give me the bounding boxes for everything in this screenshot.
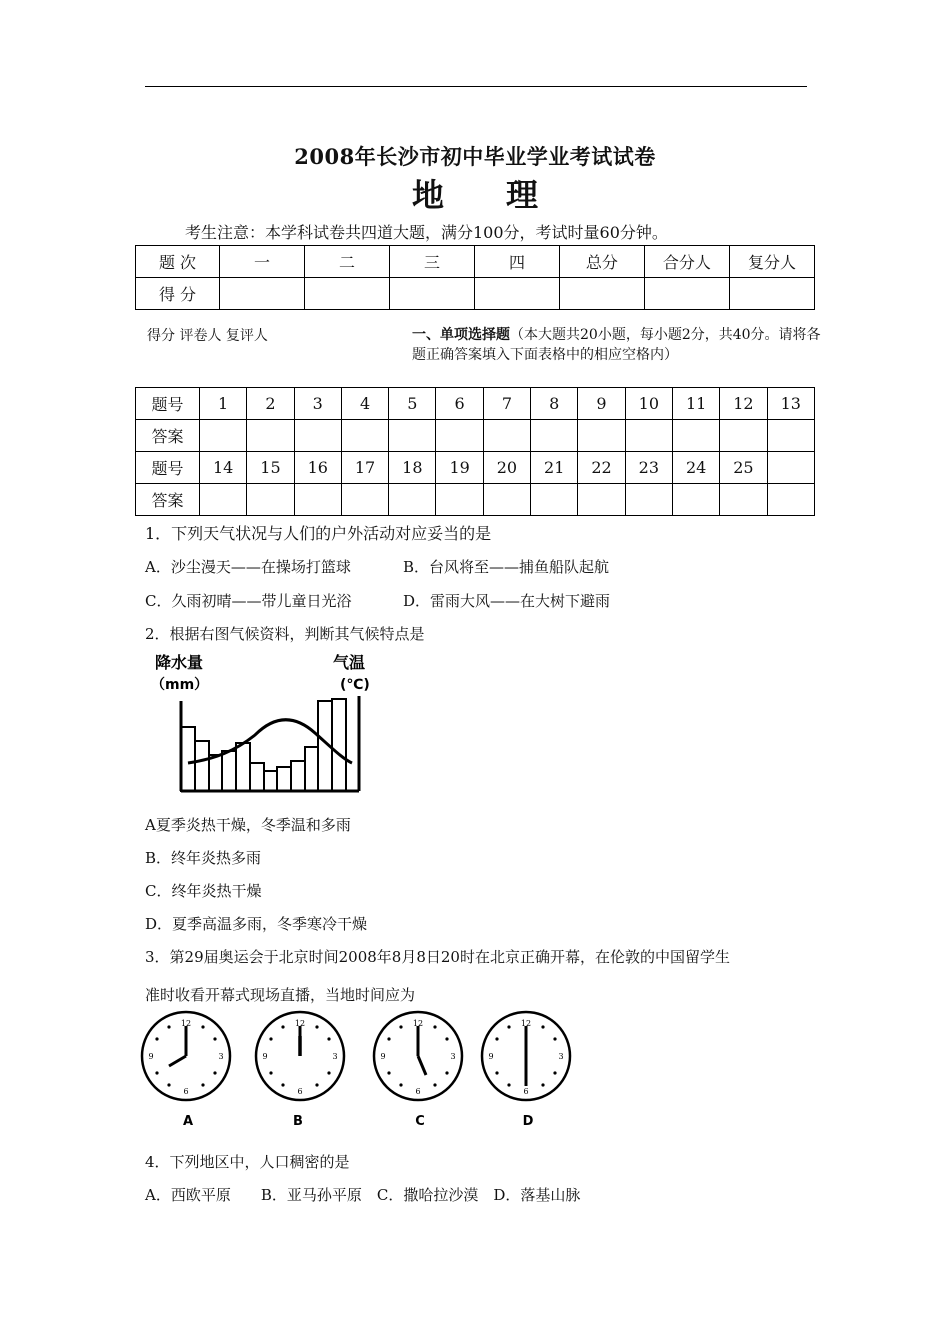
question-number: 13 <box>767 388 814 420</box>
score-cell: 二 <box>304 246 389 278</box>
answer-cell[interactable] <box>341 484 388 516</box>
clock-c[interactable] <box>374 1012 462 1100</box>
q2-option-b: B．终年炎热多雨 <box>145 849 262 867</box>
answer-cell[interactable] <box>531 420 578 452</box>
score-input-cell[interactable] <box>220 278 305 310</box>
clock-numeral: 9 <box>148 1052 154 1061</box>
answer-cell[interactable] <box>767 484 814 516</box>
clock-numeral: 6 <box>415 1087 421 1096</box>
score-input-cell[interactable] <box>729 278 814 310</box>
question-number: 14 <box>200 452 247 484</box>
clock-options <box>138 1008 588 1133</box>
question-number: 5 <box>389 388 436 420</box>
question-number: 8 <box>531 388 578 420</box>
score-cell: 合分人 <box>644 246 729 278</box>
precip-bar <box>195 741 209 791</box>
question-number: 20 <box>483 452 530 484</box>
answer-number-row <box>136 388 815 420</box>
q3-stem-line2: 准时收看开幕式现场直播，当地时间应为 <box>145 986 416 1004</box>
exam-notice: 考生注意：本学科试卷共四道大题，满分100分，考试时量60分钟。 <box>185 223 668 242</box>
chart-right-unit: (℃) <box>340 677 370 693</box>
question-number: 22 <box>578 452 625 484</box>
answer-cell[interactable] <box>767 420 814 452</box>
score-cell: 三 <box>389 246 474 278</box>
q2-option-c: C．终年炎热干燥 <box>145 882 262 900</box>
precip-bar <box>305 747 318 791</box>
section1-instructions: （本大题共20小题，每小题2分，共40分。请将各题正确答案填入下面表格中的相应空格内） <box>412 327 821 363</box>
clock-numeral: 6 <box>297 1087 303 1096</box>
chart-right-label: 气温 <box>333 653 366 672</box>
precip-bar <box>209 755 222 791</box>
q1-option-a: A．沙尘漫天——在操场打篮球 <box>145 558 351 576</box>
answer-cell[interactable] <box>578 420 625 452</box>
answer-cell[interactable] <box>294 420 341 452</box>
question-number: 19 <box>436 452 483 484</box>
score-header-row <box>136 246 815 278</box>
clock-b[interactable] <box>256 1012 344 1100</box>
answer-blank-row <box>136 484 815 516</box>
answer-row-label: 答案 <box>136 484 200 516</box>
question-number: 7 <box>483 388 530 420</box>
score-input-cell[interactable] <box>559 278 644 310</box>
clock-a[interactable] <box>142 1012 230 1100</box>
exam-title: 2008年长沙市初中毕业学业考试试卷 <box>294 144 656 169</box>
q4-stem: 4．下列地区中，人口稠密的是 <box>145 1153 350 1171</box>
grader-line: 得分 评卷人 复评人 <box>147 328 268 344</box>
question-number: 23 <box>625 452 672 484</box>
question-number: 21 <box>531 452 578 484</box>
precipitation-bars <box>181 699 346 791</box>
clock-numeral: 3 <box>450 1052 456 1061</box>
question-number: 4 <box>341 388 388 420</box>
q2-option-d: D．夏季高温多雨，冬季寒冷干燥 <box>145 915 368 933</box>
question-number: 3 <box>294 388 341 420</box>
clock-label-d: D <box>522 1114 534 1129</box>
clock-numeral: 9 <box>380 1052 386 1061</box>
score-row-label: 得 分 <box>136 278 220 310</box>
clock-d[interactable] <box>482 1012 570 1100</box>
score-cell: 四 <box>474 246 559 278</box>
q1-option-c: C．久雨初晴——带儿童日光浴 <box>145 592 352 610</box>
temperature-curve <box>188 720 352 763</box>
clock-numeral: 12 <box>412 1019 424 1028</box>
precip-bar <box>181 727 195 791</box>
precip-bar <box>250 763 264 791</box>
clock-numeral: 12 <box>294 1019 306 1028</box>
question-number: 10 <box>625 388 672 420</box>
question-number: 24 <box>672 452 719 484</box>
precip-bar <box>277 767 291 791</box>
question-number <box>767 452 814 484</box>
score-cell: 总分 <box>559 246 644 278</box>
score-input-cell[interactable] <box>644 278 729 310</box>
question-number: 2 <box>247 388 294 420</box>
answer-cell[interactable] <box>389 484 436 516</box>
question-number: 11 <box>672 388 719 420</box>
answer-cell[interactable] <box>625 420 672 452</box>
q2-option-a: A夏季炎热干燥，冬季温和多雨 <box>145 816 351 834</box>
clock-numeral: 12 <box>180 1019 192 1028</box>
question-number: 1 <box>200 388 247 420</box>
precip-bar <box>332 699 346 791</box>
chart-left-unit: （mm） <box>151 677 209 693</box>
score-cell: 题 次 <box>136 246 220 278</box>
question-number: 25 <box>720 452 767 484</box>
chart-left-label: 降水量 <box>155 653 204 672</box>
score-input-cell[interactable] <box>389 278 474 310</box>
answer-table <box>135 387 815 516</box>
clock-label-b: B <box>293 1114 303 1129</box>
climate-chart <box>145 651 390 803</box>
precip-bar <box>264 771 277 791</box>
header-rule <box>145 86 807 87</box>
clock-numeral: 6 <box>183 1087 189 1096</box>
answer-cell[interactable] <box>531 484 578 516</box>
q1-option-b: B．台风将至——捕鱼船队起航 <box>403 558 610 576</box>
clock-label-a: A <box>182 1114 194 1129</box>
clock-label-c: C <box>415 1114 425 1129</box>
precip-bar <box>222 751 236 791</box>
answer-cell[interactable] <box>672 484 719 516</box>
answer-cell[interactable] <box>247 484 294 516</box>
q4-options: A．西欧平原 B．亚马孙平原 C．撒哈拉沙漠 D．落基山脉 <box>145 1186 581 1204</box>
question-number: 9 <box>578 388 625 420</box>
q2-stem: 2．根据右图气候资料，判断其气候特点是 <box>145 625 425 643</box>
clock-numeral: 12 <box>520 1019 532 1028</box>
section1-title: 一、单项选择题 <box>412 327 510 343</box>
answer-cell[interactable] <box>341 420 388 452</box>
answer-cell[interactable] <box>200 484 247 516</box>
clock-numeral: 3 <box>332 1052 338 1061</box>
answer-cell[interactable] <box>294 484 341 516</box>
question-number: 18 <box>389 452 436 484</box>
answer-cell[interactable] <box>720 484 767 516</box>
clock-numeral: 6 <box>523 1087 529 1096</box>
q1-stem: 1．下列天气状况与人们的户外活动对应妥当的是 <box>145 524 492 543</box>
precip-bar <box>291 761 305 791</box>
answer-cell[interactable] <box>672 420 719 452</box>
answer-cell[interactable] <box>483 420 530 452</box>
score-cell: 一 <box>220 246 305 278</box>
clock-numeral: 3 <box>218 1052 224 1061</box>
answer-number-row <box>136 452 815 484</box>
answer-cell[interactable] <box>436 484 483 516</box>
q3-stem-line1: 3．第29届奥运会于北京时间2008年8月8日20时在北京正确开幕，在伦敦的中国留学生 <box>145 948 730 966</box>
answer-row-label: 题号 <box>136 388 200 420</box>
score-input-cell[interactable] <box>304 278 389 310</box>
score-cell: 复分人 <box>729 246 814 278</box>
clock-numeral: 9 <box>262 1052 268 1061</box>
answer-cell[interactable] <box>389 420 436 452</box>
answer-blank-row <box>136 420 815 452</box>
answer-cell[interactable] <box>247 420 294 452</box>
question-number: 16 <box>294 452 341 484</box>
answer-cell[interactable] <box>625 484 672 516</box>
answer-cell[interactable] <box>578 484 625 516</box>
score-value-row <box>136 278 815 310</box>
answer-cell[interactable] <box>436 420 483 452</box>
answer-row-label: 题号 <box>136 452 200 484</box>
answer-cell[interactable] <box>720 420 767 452</box>
clock-numeral: 9 <box>488 1052 494 1061</box>
precip-bar <box>236 743 250 791</box>
clock-numeral: 3 <box>558 1052 564 1061</box>
answer-cell[interactable] <box>483 484 530 516</box>
subject-title: 地 理 <box>411 176 567 214</box>
question-number: 15 <box>247 452 294 484</box>
score-table <box>135 245 815 310</box>
score-input-cell[interactable] <box>474 278 559 310</box>
question-number: 6 <box>436 388 483 420</box>
question-number: 17 <box>341 452 388 484</box>
question-number: 12 <box>720 388 767 420</box>
section1-heading <box>412 325 826 365</box>
answer-row-label: 答案 <box>136 420 200 452</box>
answer-cell[interactable] <box>200 420 247 452</box>
q1-option-d: D．雷雨大风——在大树下避雨 <box>403 592 611 610</box>
